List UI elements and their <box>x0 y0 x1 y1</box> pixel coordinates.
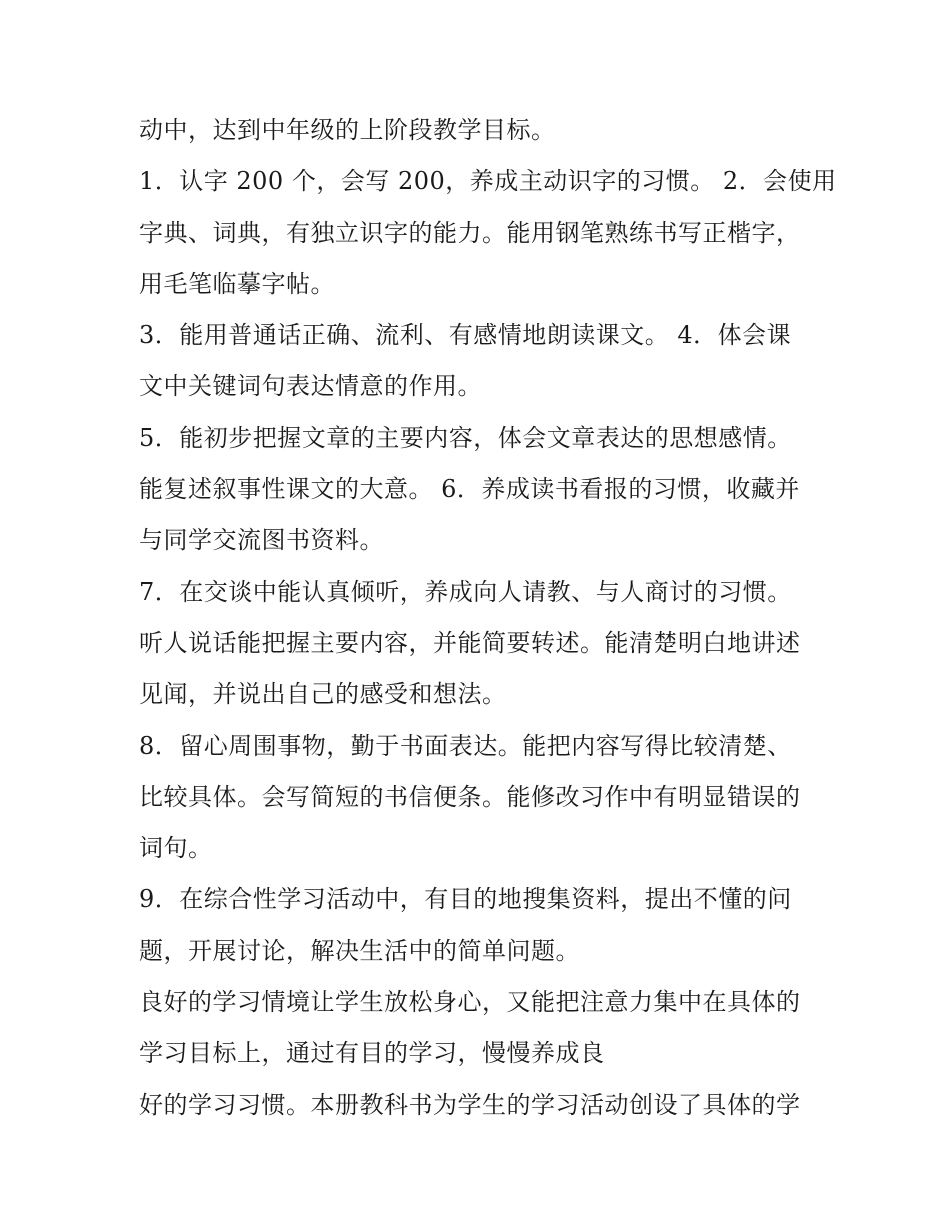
text-line: 学习目标上，通过有目的学习，慢慢养成良 <box>139 1039 605 1068</box>
text-line: 1．认字 200 个，会写 200，养成主动识字的习惯。 2．会使用 <box>139 167 837 196</box>
text-line: 用毛笔临摹字帖。 <box>139 269 335 298</box>
text-line: 与同学交流图书资料。 <box>139 526 384 555</box>
text-line: 3．能用普通话正确、流利、有感情地朗读课文。 4．体会课 <box>139 321 792 350</box>
text-line: 能复述叙事性课文的大意。 6．养成读书看报的习惯，收藏并 <box>139 475 800 504</box>
text-line: 9．在综合性学习活动中，有目的地搜集资料，提出不懂的问 <box>139 885 792 914</box>
text-line: 良好的学习情境让学生放松身心，又能把注意力集中在具体的 <box>139 988 801 1017</box>
document-body <box>139 105 839 1131</box>
text-line: 题，开展讨论，解决生活中的简单问题。 <box>139 936 580 965</box>
text-line: 词句。 <box>139 834 213 863</box>
text-line: 比较具体。会写简短的书信便条。能修改习作中有明显错误的 <box>139 782 801 811</box>
text-line: 好的学习习惯。本册教科书为学生的学习活动创设了具体的学 <box>139 1090 801 1119</box>
text-line: 动中，达到中年级的上阶段教学目标。 <box>139 116 556 144</box>
text-line: 听人说话能把握主要内容，并能简要转述。能清楚明白地讲述 <box>139 628 801 657</box>
text-line: 5．能初步把握文章的主要内容，体会文章表达的思想感情。 <box>139 423 792 452</box>
text-line: 7．在交谈中能认真倾听，养成向人请教、与人商讨的习惯。 <box>139 577 792 606</box>
text-line: 字典、词典，有独立识字的能力。能用钢笔熟练书写正楷字， <box>139 218 801 247</box>
text-line: 8．留心周围事物，勤于书面表达。能把内容写得比较清楚、 <box>139 731 792 760</box>
text-line: 见闻，并说出自己的感受和想法。 <box>139 680 507 709</box>
text-line: 文中关键词句表达情意的作用。 <box>139 372 482 401</box>
